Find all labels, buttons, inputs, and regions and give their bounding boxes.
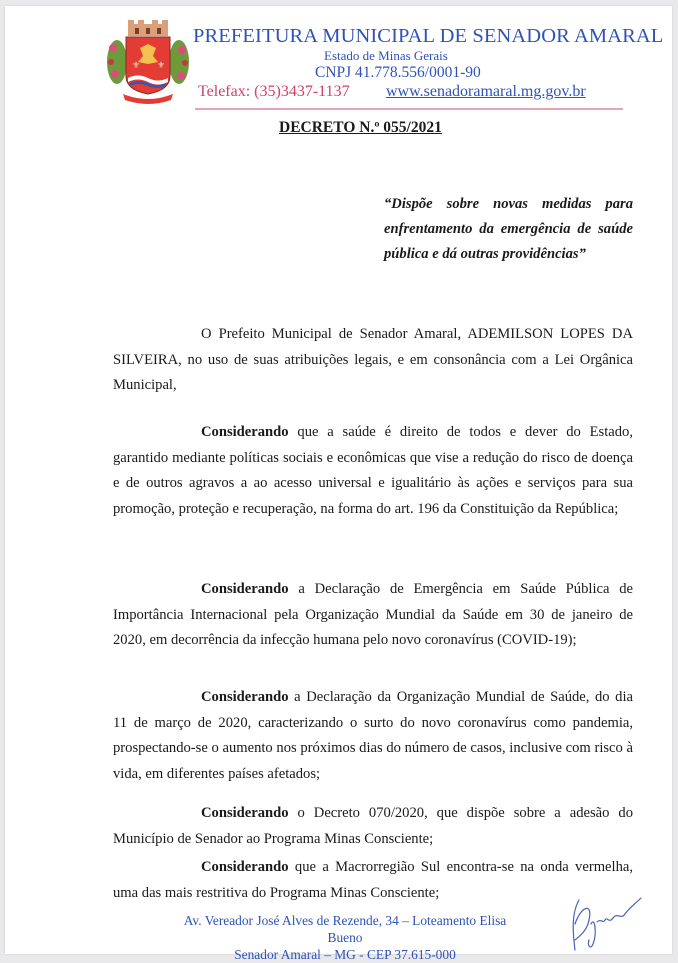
preamble-paragraph — [113, 322, 633, 399]
cnpj-number: CNPJ 41.778.556/0001-90 — [315, 64, 481, 81]
decree-summary: “Dispõe sobre novas medidas para enfrentamento da emergência de saúde pública e dá outras providências” — [384, 196, 633, 262]
considerando-paragraph — [113, 855, 633, 906]
considerando-paragraph — [113, 420, 633, 522]
paragraph-text: que a saúde é direito de todos e dever do Estado, garantido mediante políticas sociais e econômicas que vise a redução do risco de doença e de outros agravos a ao acesso universal e igualitário às ações e serviços para sua promoção, proteção e recuperação, na forma do art. 196 da Constituição da República; — [113, 424, 633, 517]
paragraph-text: a Declaração da Organização Mundial de Saúde, do dia 11 de março de 2020, caracterizando o surto do novo coronavírus como pandemia, prospectando-se o aumento nos próximos dias do número de casos, inclusive com risco à vida, em diferentes países afetados; — [113, 689, 633, 782]
paragraph-text: o Decreto 070/2020, que dispõe sobre a adesão do Município de Senador ao Programa Minas Consciente; — [113, 805, 633, 847]
state-name: Estado de Minas Gerais — [324, 48, 448, 63]
considerando-paragraph — [113, 685, 633, 787]
svg-text:⚜: ⚜ — [132, 60, 141, 70]
address-line-1: Av. Vereador José Alves de Rezende, 34 – Loteamento Elisa Bueno — [183, 913, 507, 945]
considerando-paragraph — [113, 577, 633, 654]
paragraph-text: que a Macrorregião Sul encontra-se na onda vermelha, uma das mais restritiva do Programa Minas Consciente; — [113, 859, 633, 901]
paragraph-lead: Considerando — [201, 581, 289, 597]
document-page — [5, 6, 672, 962]
paragraph-lead: Considerando — [201, 805, 289, 821]
website-link[interactable]: www.senadoramaral.mg.gov.br — [386, 83, 586, 100]
municipality-title: PREFEITURA MUNICIPAL DE SENADOR AMARAL — [193, 25, 664, 47]
signature-icon — [567, 894, 647, 954]
header-divider — [195, 108, 623, 110]
coat-of-arms-icon — [105, 18, 191, 104]
telefax-number: Telefax: (35)3437-1137 — [198, 83, 350, 100]
paragraph-text: a Declaração de Emergência em Saúde Pública de Importância Internacional pela Organização Mundial da Saúde em 30 de janeiro de 2020, em decorrência da infecção humana pelo novo coronavírus (COVID-19); — [113, 581, 633, 648]
address-line-2: Senador Amaral – MG - CEP 37.615-000 — [234, 947, 456, 962]
paragraph-lead: Considerando — [201, 689, 289, 705]
decree-title: DECRETO N.º 055/2021 — [279, 119, 442, 136]
footer-address — [165, 912, 525, 963]
paragraph-lead: Considerando — [201, 859, 289, 875]
paragraph-text: O Prefeito Municipal de Senador Amaral, ADEMILSON LOPES DA SILVEIRA, no uso de suas atribuições legais, e em consonância com a Lei Orgânica Municipal, — [113, 326, 633, 393]
considerando-paragraph — [113, 801, 633, 852]
paragraph-lead: Considerando — [201, 424, 289, 440]
svg-text:⚜: ⚜ — [157, 60, 166, 70]
